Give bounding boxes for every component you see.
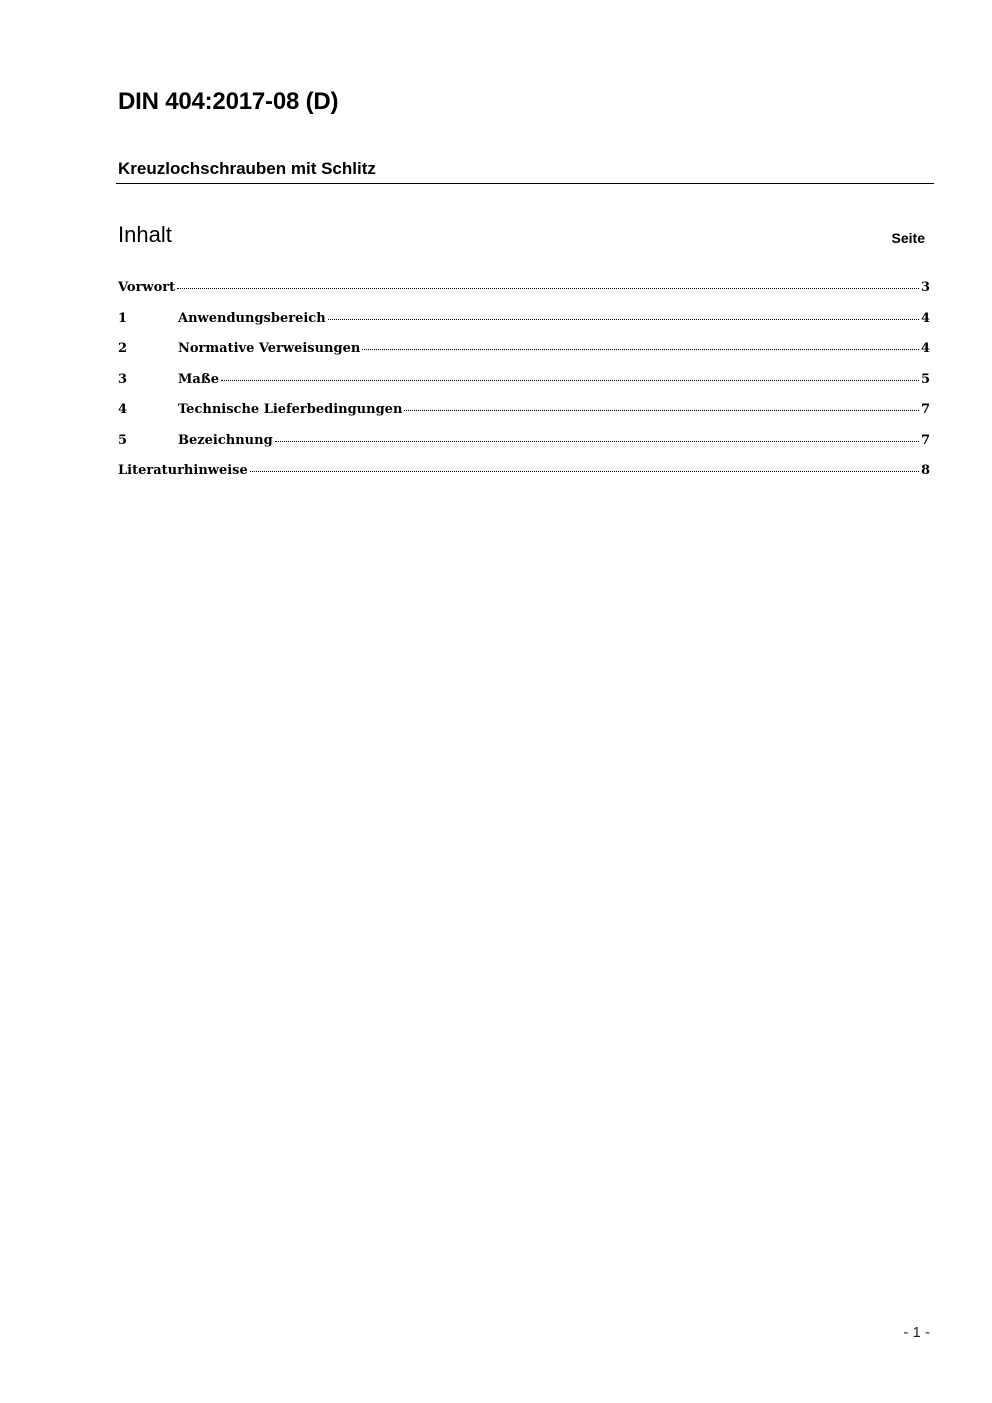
toc-dot-leader xyxy=(362,349,919,350)
toc-dot-leader xyxy=(250,471,919,472)
title-divider xyxy=(116,183,934,184)
toc-entry-page: 4 xyxy=(920,341,930,356)
toc-entry-bezeichnung[interactable] xyxy=(118,433,930,464)
toc-entry-title: Vorwort xyxy=(118,280,176,295)
document-subtitle: Kreuzlochschrauben mit Schlitz xyxy=(118,159,376,178)
toc-entry-title: Normative Verweisungen xyxy=(178,341,361,356)
toc-entry-page: 5 xyxy=(920,371,930,387)
toc-entry-anwendungsbereich[interactable] xyxy=(118,311,930,342)
toc-entry-page: 3 xyxy=(920,280,930,295)
toc-entry-technische-lieferbedingungen[interactable] xyxy=(118,402,930,433)
toc-dot-leader xyxy=(177,288,919,289)
toc-entry-number: 1 xyxy=(118,310,128,326)
document-title: DIN 404:2017-08 (D) xyxy=(118,88,339,115)
toc-page-column-label: Seite xyxy=(891,230,925,246)
toc-entry-page: 7 xyxy=(920,432,930,448)
toc-entry-normative-verweisungen[interactable] xyxy=(118,341,930,372)
table-of-contents xyxy=(118,280,930,494)
toc-entry-number: 5 xyxy=(118,432,128,448)
toc-entry-masse[interactable] xyxy=(118,372,930,403)
toc-entry-page: 8 xyxy=(920,463,930,478)
toc-dot-leader xyxy=(275,441,919,442)
toc-entry-number: 2 xyxy=(118,341,128,356)
toc-dot-leader xyxy=(221,380,919,381)
toc-entry-literaturhinweise[interactable] xyxy=(118,463,930,494)
toc-entry-page: 7 xyxy=(920,402,930,417)
toc-entry-title: Anwendungsbereich xyxy=(178,310,326,326)
page-number: - 1 - xyxy=(903,1324,930,1341)
toc-entry-title: Bezeichnung xyxy=(178,432,273,448)
toc-entry-number: 3 xyxy=(118,371,128,387)
toc-dot-leader xyxy=(404,410,919,411)
toc-heading: Inhalt xyxy=(118,222,172,247)
toc-entry-number: 4 xyxy=(118,402,128,417)
toc-entry-title: Literaturhinweise xyxy=(118,463,248,478)
toc-dot-leader xyxy=(328,319,919,320)
toc-entry-vorwort[interactable] xyxy=(118,280,930,311)
toc-entry-page: 4 xyxy=(920,310,930,326)
toc-entry-title: Maße xyxy=(178,371,219,387)
toc-entry-title: Technische Lieferbedingungen xyxy=(178,402,403,417)
